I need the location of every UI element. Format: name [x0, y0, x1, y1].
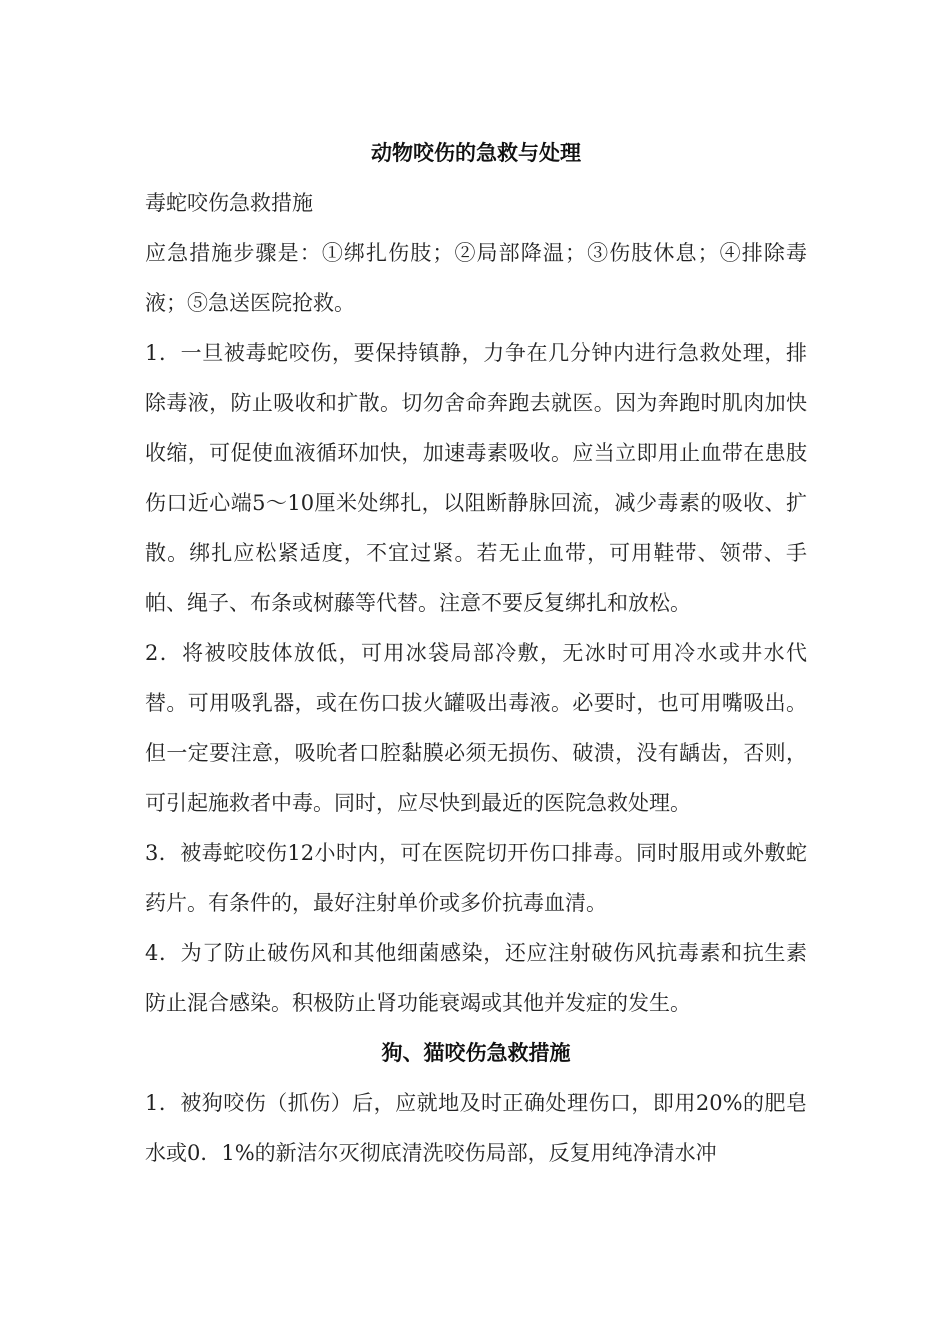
paragraph-snake-2: 2．将被咬肢体放低，可用冰袋局部冷敷，无冰时可用冷水或井水代替。可用吸乳器，或在伤口拔火罐吸出毒液。必要时，也可用嘴吸出。但一定要注意，吸吮者口腔黏膜必须无损伤、破溃，没有龋齿，否则，可引起施救者中毒。同时，应尽快到最近的医院急救处理。	[145, 641, 807, 815]
document-title: 动物咬伤的急救与处理	[371, 141, 581, 165]
document-body	[145, 128, 807, 1178]
paragraph-snake-1: 1．一旦被毒蛇咬伤，要保持镇静，力争在几分钟内进行急救处理，排除毒液，防止吸收和扩散。切勿舍命奔跑去就医。因为奔跑时肌肉加快收缩，可促使血液循环加快，加速毒素吸收。应当立即用止血带在患肢伤口近心端5～10厘米处绑扎，以阻断静脉回流，减少毒素的吸收、扩散。绑扎应松紧适度，不宜过紧。若无止血带，可用鞋带、领带、手帕、绳子、布条或树藤等代替。注意不要反复绑扎和放松。	[145, 341, 807, 615]
section-heading-snake-bite: 毒蛇咬伤急救措施	[145, 191, 313, 215]
paragraph-snake-3: 3．被毒蛇咬伤12小时内，可在医院切开伤口排毒。同时服用或外敷蛇药片。有条件的，最好注射单价或多价抗毒血清。	[145, 841, 807, 915]
paragraph-snake-4: 4．为了防止破伤风和其他细菌感染，还应注射破伤风抗毒素和抗生素防止混合感染。积极防止肾功能衰竭或其他并发症的发生。	[145, 941, 807, 1015]
paragraph-dog-cat-1: 1．被狗咬伤（抓伤）后，应就地及时正确处理伤口，即用20%的肥皂水或0．1%的新洁尔灭彻底清洗咬伤局部，反复用纯净清水冲	[145, 1091, 807, 1165]
emergency-steps-intro: 应急措施步骤是：①绑扎伤肢；②局部降温；③伤肢休息；④排除毒液；⑤急送医院抢救。	[145, 241, 807, 315]
section-heading-dog-cat-bite: 狗、猫咬伤急救措施	[381, 1041, 571, 1065]
